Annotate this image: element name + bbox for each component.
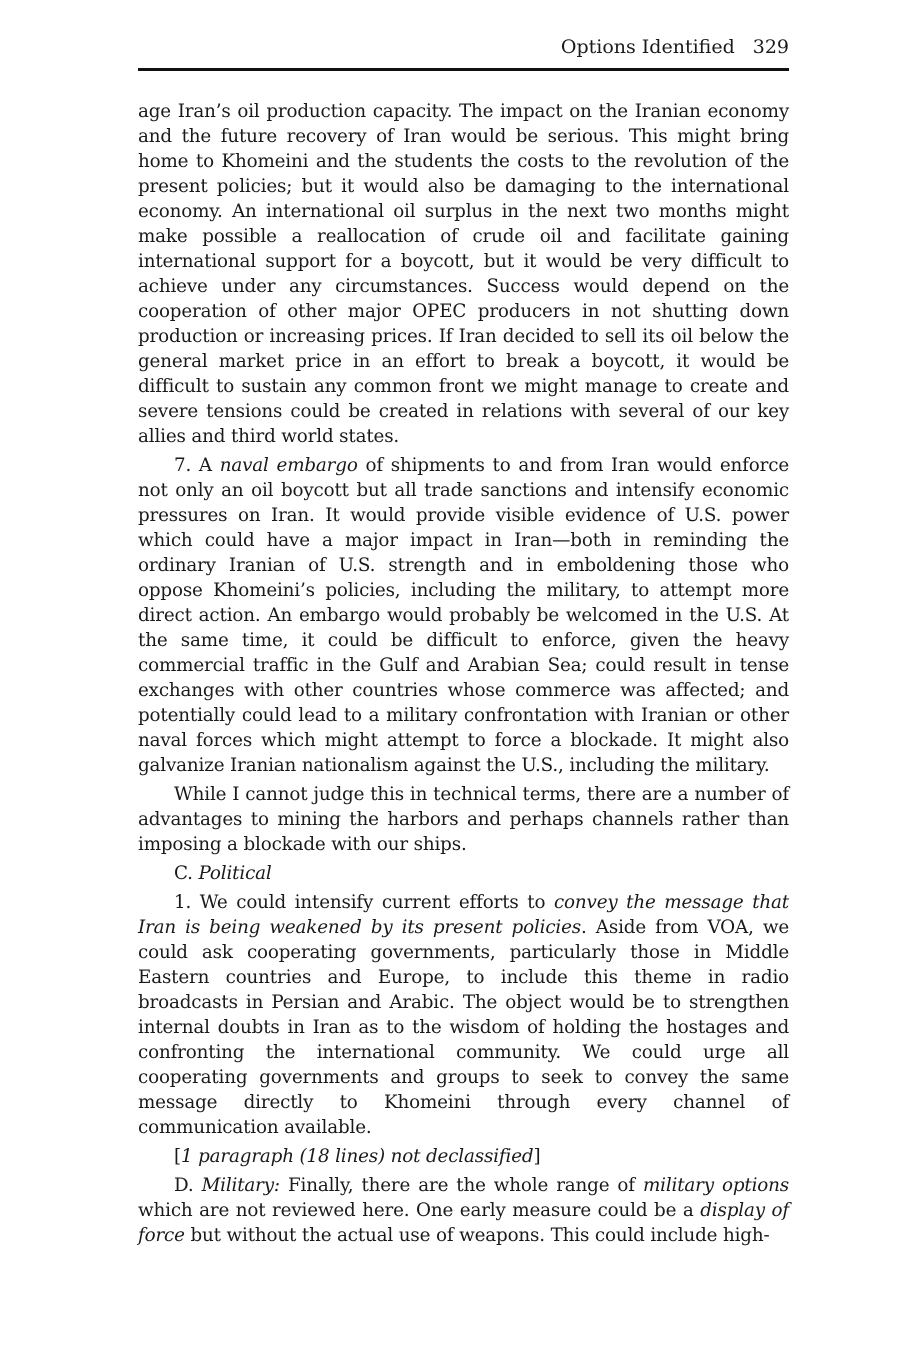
emphasis-convey-message: convey the message that Iran is being weakened by its present policies xyxy=(138,892,789,938)
paragraph-convey-message: 1. We could intensify current efforts to convey the message that Iran is being weakened by its present policies. Aside from VOA, we could ask cooperating governments, particularly those in Middle Eastern countries and Europe, to include this theme in radio broadcasts in Persian and Arabic. The object would be to strengthen internal doubts in Iran as to the wisdom of holding the hostages and confronting the international community. We could urge all cooperating governments and groups to seek to convey the same message directly to Khomeini through every channel of communication available. xyxy=(138,892,790,1138)
running-header xyxy=(138,36,789,66)
emphasis-display-of-force: display of force xyxy=(138,1200,789,1246)
header-title: Options Identified xyxy=(560,36,735,58)
page-number: 329 xyxy=(752,36,789,58)
paragraph-military: D. Military: Finally, there are the whole range of military options which are not reviewed here. One early measure could be a display of force but without the actual use of weapons. This could include high- xyxy=(138,1175,789,1246)
paragraph-mining-harbors: While I cannot judge this in technical terms, there are a number of advantages to mining the harbors and perhaps channels rather than imposing a blockade with our ships. xyxy=(138,784,789,855)
page-body xyxy=(138,99,789,1248)
emphasis-naval-embargo: naval embargo xyxy=(219,455,358,476)
emphasis-military-options: military options xyxy=(642,1175,789,1196)
paragraph-not-declassified: [1 paragraph (18 lines) not declassified] xyxy=(174,1146,541,1167)
section-heading-political: C. Political xyxy=(174,863,272,884)
paragraph-oil-boycott: age Iran’s oil production capacity. The impact on the Iranian economy and the future recovery of Iran would be serious. This might bring home to Khomeini and the students the costs to the revolution of the present policies; but it would also be damaging to the international economy. An international oil surplus in the next two months might make possible a reallocation of crude oil and facilitate gaining international support for a boycott, but it would be very difficult to achieve under any circumstances. Success would depend on the cooperation of other major OPEC producers in not shutting down production or increasing prices. If Iran decided to sell its oil below the general market price in an effort to break a boycott, it would be difficult to sustain any common front we might manage to create and severe tensions could be created in relations with several of our key allies and third world states. xyxy=(138,101,789,447)
paragraph-naval-embargo: 7. A naval embargo of shipments to and from Iran would enforce not only an oil boycott but all trade sanctions and intensify economic pressures on Iran. It would provide visible evidence of U.S. power which could have a major impact in Iran—both in reminding the ordinary Iranian of U.S. strength and in emboldening those who oppose Khomeini’s policies, including the military, to attempt more direct action. An embargo would probably be welcomed in the U.S. At the same time, it could be difficult to enforce, given the heavy commercial traffic in the Gulf and Arabian Sea; could result in tense exchanges with other countries whose commerce was affected; and potentially could lead to a military confrontation with Iranian or other naval forces which might attempt to force a blockade. It might also galvanize Iranian nationalism against the U.S., including the military. xyxy=(138,455,789,776)
header-rule xyxy=(138,68,789,71)
